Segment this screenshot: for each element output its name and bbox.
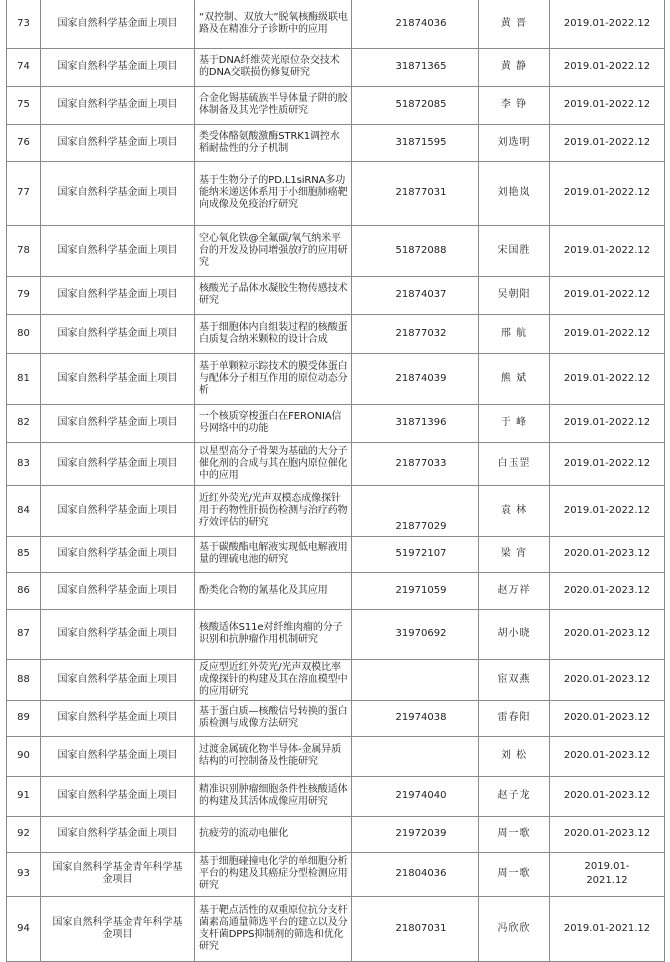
project-period: 2020.01-2023.12 [550, 700, 665, 736]
table-row [7, 276, 665, 314]
project-type: 国家自然科学基金面上项目 [41, 659, 195, 700]
project-period: 2019.01-2022.12 [550, 276, 665, 314]
principal-investigator: 冯欣欣 [479, 896, 550, 961]
principal-investigator: 胡小晓 [479, 609, 550, 659]
table-row [7, 776, 665, 816]
row-number: 86 [7, 572, 41, 609]
project-type: 国家自然科学基金面上项目 [41, 485, 195, 536]
project-title: 基于单颗粒示踪技术的膜受体蛋白与配体分子相互作用的原位动态分析 [195, 353, 352, 404]
project-title: 以星型高分子骨架为基础的大分子催化剂的合成与其在胞内原位催化中的应用 [195, 442, 352, 485]
project-title: 合金化锡基硫族半导体量子阱的胶体制备及其光学性质研究 [195, 86, 352, 124]
table-row [7, 485, 665, 536]
project-title: 基于靶点活性的双重原位抗分支杆菌素高通量筛选平台的建立以及分支杆菌DPPS抑制剂的筛选和优化研究 [195, 896, 352, 961]
project-period: 2019.01-2022.12 [550, 48, 665, 86]
project-title: 基于细胞体内自组装过程的核酸蛋白质复合纳米颗粒的设计合成 [195, 314, 352, 353]
principal-investigator: 周一歌 [479, 816, 550, 852]
project-period: 2019.01-2022.12 [550, 161, 665, 225]
project-title: 核酸适体S11e对纤维肉瘤的分子识别和抗肿瘤作用机制研究 [195, 609, 352, 659]
row-number: 88 [7, 659, 41, 700]
project-code: 21974038 [352, 700, 479, 736]
project-type: 国家自然科学基金面上项目 [41, 314, 195, 353]
row-number: 94 [7, 896, 41, 961]
principal-investigator: 黄 静 [479, 48, 550, 86]
principal-investigator: 刘 松 [479, 736, 550, 776]
project-title: 酚类化合物的氰基化及其应用 [195, 572, 352, 609]
table-row [7, 736, 665, 776]
project-title: 核酸光子晶体水凝胶生物传感技术研究 [195, 276, 352, 314]
principal-investigator: 李 铮 [479, 86, 550, 124]
project-code: 31871595 [352, 124, 479, 161]
project-code: 21877033 [352, 442, 479, 485]
project-period: 2019.01-2022.12 [550, 442, 665, 485]
project-type: 国家自然科学基金面上项目 [41, 609, 195, 659]
project-type: 国家自然科学基金面上项目 [41, 225, 195, 276]
project-title: 基于细胞碰撞电化学的单细胞分析平台的构建及其癌症分型检测应用研究 [195, 852, 352, 896]
project-type: 国家自然科学基金面上项目 [41, 572, 195, 609]
principal-investigator: 宋国胜 [479, 225, 550, 276]
table-row [7, 124, 665, 161]
table-row [7, 404, 665, 442]
table-row [7, 609, 665, 659]
principal-investigator: 宦双燕 [479, 659, 550, 700]
row-number: 79 [7, 276, 41, 314]
table-row [7, 896, 665, 961]
project-period: 2019.01-2022.12 [550, 86, 665, 124]
project-title: 近红外荧光/光声双模态成像探针用于药物性肝损伤检测与治疗药物疗效评估的研究 [195, 485, 352, 536]
project-title: 类受体酪氨酸激酶STRK1调控水稻耐盐性的分子机制 [195, 124, 352, 161]
project-title: 反应型近红外荧光/光声双模比率成像探针的构建及其在溶血模型中的应用研究 [195, 659, 352, 700]
row-number: 92 [7, 816, 41, 852]
project-code: 21877029 [352, 485, 479, 536]
project-type: 国家自然科学基金面上项目 [41, 86, 195, 124]
project-period: 2019.01-2022.12 [550, 404, 665, 442]
project-title: 基于生物分子的PD.L1siRNA多功能纳米递送体系用于小细胞肺癌靶向成像及免疫治疗研究 [195, 161, 352, 225]
project-type: 国家自然科学基金青年科学基金项目 [41, 896, 195, 961]
project-period: 2020.01-2023.12 [550, 736, 665, 776]
row-number: 91 [7, 776, 41, 816]
project-period: 2020.01-2023.12 [550, 609, 665, 659]
table-row [7, 48, 665, 86]
project-period: 2019.01-2022.12 [550, 314, 665, 353]
project-title: 抗疲劳的流动电催化 [195, 816, 352, 852]
project-code [352, 736, 479, 776]
project-type: 国家自然科学基金面上项目 [41, 0, 195, 48]
row-number: 83 [7, 442, 41, 485]
project-period: 2019.01-2022.12 [550, 124, 665, 161]
row-number: 77 [7, 161, 41, 225]
principal-investigator: 黄 晋 [479, 0, 550, 48]
table-row [7, 0, 665, 48]
project-period: 2020.01-2023.12 [550, 816, 665, 852]
project-type: 国家自然科学基金面上项目 [41, 536, 195, 572]
project-type: 国家自然科学基金面上项目 [41, 816, 195, 852]
table-row [7, 700, 665, 736]
project-type: 国家自然科学基金面上项目 [41, 700, 195, 736]
project-code: 21972039 [352, 816, 479, 852]
table-row [7, 225, 665, 276]
row-number: 87 [7, 609, 41, 659]
table-row [7, 536, 665, 572]
project-type: 国家自然科学基金面上项目 [41, 353, 195, 404]
principal-investigator: 周一歌 [479, 852, 550, 896]
project-code: 21804036 [352, 852, 479, 896]
project-code: 31970692 [352, 609, 479, 659]
principal-investigator: 白玉罡 [479, 442, 550, 485]
project-period: 2020.01-2023.12 [550, 776, 665, 816]
project-code: 31871396 [352, 404, 479, 442]
project-code: 51872088 [352, 225, 479, 276]
project-title: 空心氧化铁@全氟碳/氧气纳米平台的开发及协同增强放疗的应用研究 [195, 225, 352, 276]
project-period: 2019.01-2022.12 [550, 0, 665, 48]
project-title: “双控制、双放大”脱氧核酶级联电路及在精准分子诊断中的应用 [195, 0, 352, 48]
project-period: 2020.01-2023.12 [550, 572, 665, 609]
project-period: 2019.01-2022.12 [550, 353, 665, 404]
project-period: 2019.01-2022.12 [550, 485, 665, 536]
project-code: 51972107 [352, 536, 479, 572]
project-code: 21877032 [352, 314, 479, 353]
project-code: 21874039 [352, 353, 479, 404]
table-row [7, 572, 665, 609]
project-type: 国家自然科学基金面上项目 [41, 736, 195, 776]
principal-investigator: 梁 宵 [479, 536, 550, 572]
row-number: 80 [7, 314, 41, 353]
project-period: 2019.01-2021.12 [550, 852, 665, 896]
principal-investigator: 刘选明 [479, 124, 550, 161]
project-type: 国家自然科学基金面上项目 [41, 776, 195, 816]
row-number: 93 [7, 852, 41, 896]
project-code: 21874037 [352, 276, 479, 314]
project-code [352, 659, 479, 700]
row-number: 90 [7, 736, 41, 776]
row-number: 82 [7, 404, 41, 442]
row-number: 85 [7, 536, 41, 572]
project-title: 基于蛋白质—核酸信号转换的蛋白质检测与成像方法研究 [195, 700, 352, 736]
table-row [7, 659, 665, 700]
row-number: 73 [7, 0, 41, 48]
project-code: 21874036 [352, 0, 479, 48]
principal-investigator: 熊 斌 [479, 353, 550, 404]
project-table [6, 0, 665, 962]
principal-investigator: 邢 航 [479, 314, 550, 353]
project-title: 基于碳酸酯电解液实现低电解液用量的锂硫电池的研究 [195, 536, 352, 572]
row-number: 89 [7, 700, 41, 736]
project-type: 国家自然科学基金面上项目 [41, 48, 195, 86]
row-number: 78 [7, 225, 41, 276]
row-number: 81 [7, 353, 41, 404]
project-type: 国家自然科学基金青年科学基金项目 [41, 852, 195, 896]
row-number: 76 [7, 124, 41, 161]
table-row [7, 442, 665, 485]
principal-investigator: 赵万祥 [479, 572, 550, 609]
row-number: 84 [7, 485, 41, 536]
principal-investigator: 雷春阳 [479, 700, 550, 736]
table-row [7, 353, 665, 404]
project-table-container [6, 0, 664, 962]
project-period: 2019.01-2022.12 [550, 225, 665, 276]
project-title: 一个核质穿梭蛋白在FERONIA信号网络中的功能 [195, 404, 352, 442]
principal-investigator: 于 峰 [479, 404, 550, 442]
row-number: 75 [7, 86, 41, 124]
project-type: 国家自然科学基金面上项目 [41, 442, 195, 485]
project-code: 31871365 [352, 48, 479, 86]
project-code: 21877031 [352, 161, 479, 225]
table-row [7, 86, 665, 124]
table-row [7, 816, 665, 852]
row-number: 74 [7, 48, 41, 86]
project-title: 过渡金属硫化物半导体-金属异质结构的可控制备及性能研究 [195, 736, 352, 776]
project-code: 51872085 [352, 86, 479, 124]
project-type: 国家自然科学基金面上项目 [41, 161, 195, 225]
principal-investigator: 吴朝阳 [479, 276, 550, 314]
project-title: 基于DNA纤维荧光原位杂交技术的DNA交联损伤修复研究 [195, 48, 352, 86]
project-code: 21971059 [352, 572, 479, 609]
table-row [7, 314, 665, 353]
project-code: 21974040 [352, 776, 479, 816]
project-code: 21807031 [352, 896, 479, 961]
project-period: 2020.01-2023.12 [550, 659, 665, 700]
principal-investigator: 赵子龙 [479, 776, 550, 816]
table-row [7, 852, 665, 896]
project-type: 国家自然科学基金面上项目 [41, 404, 195, 442]
principal-investigator: 刘艳岚 [479, 161, 550, 225]
project-title: 精准识别肿瘤细胞条件性核酸适体的构建及其活体成像应用研究 [195, 776, 352, 816]
project-period: 2019.01-2021.12 [550, 896, 665, 961]
project-type: 国家自然科学基金面上项目 [41, 124, 195, 161]
principal-investigator: 袁 林 [479, 485, 550, 536]
project-type: 国家自然科学基金面上项目 [41, 276, 195, 314]
table-row [7, 161, 665, 225]
project-period: 2020.01-2023.12 [550, 536, 665, 572]
